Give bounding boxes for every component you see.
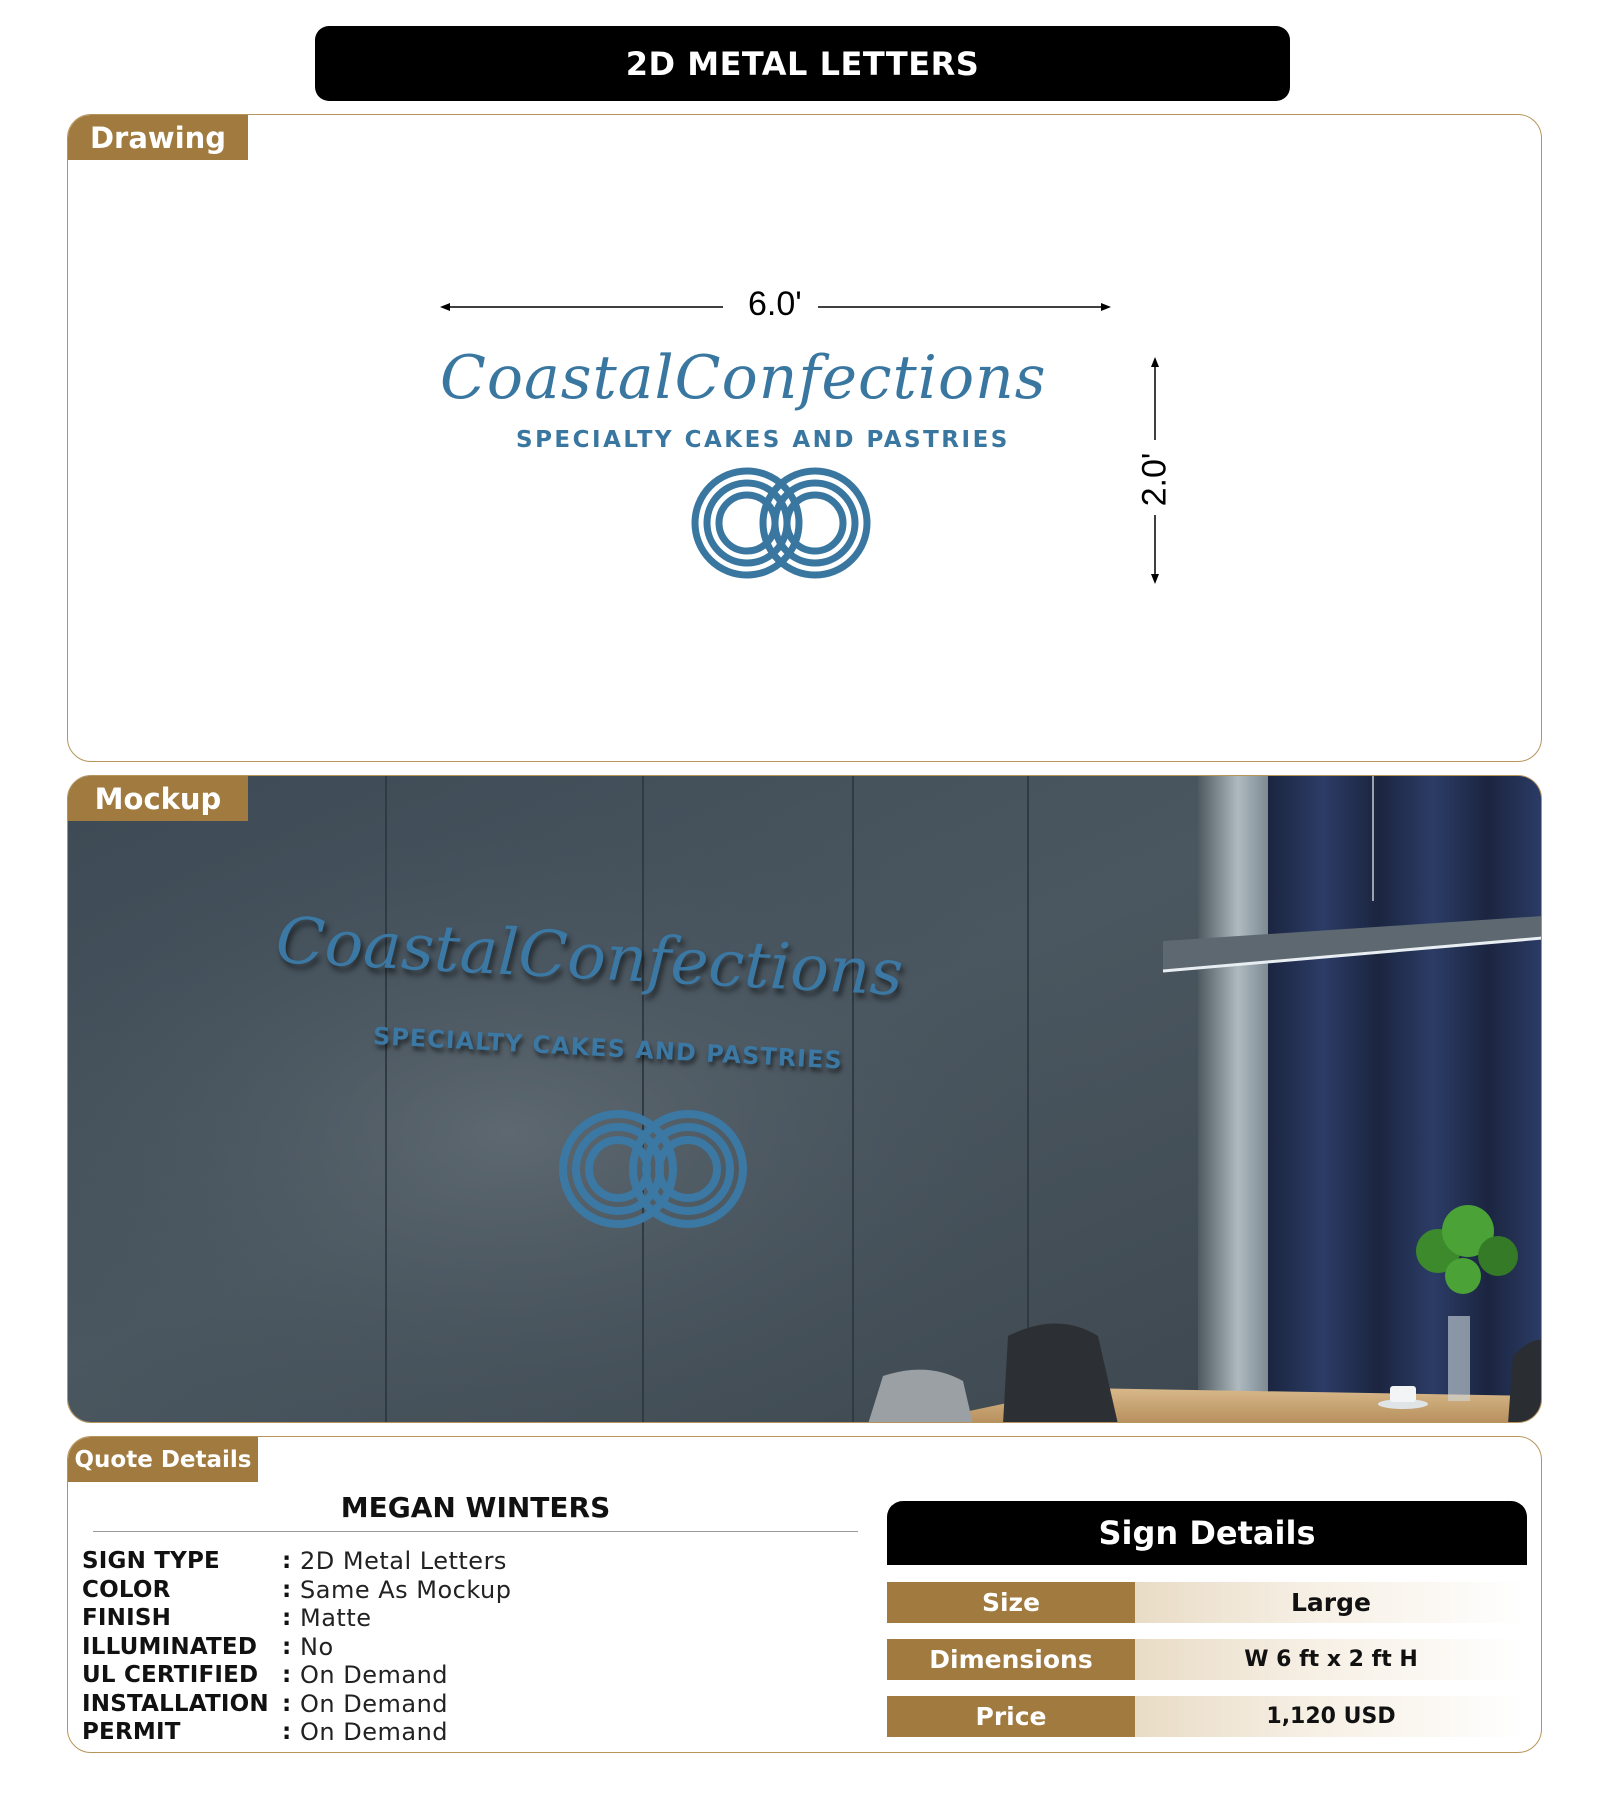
- spec-value: No: [300, 1632, 334, 1661]
- spec-row: [82, 1576, 511, 1605]
- spec-row: [82, 1718, 511, 1747]
- mockup-panel: [67, 775, 1542, 1423]
- sign-details-row: [887, 1696, 1527, 1737]
- sign-details-row: [887, 1582, 1527, 1623]
- spec-colon: :: [282, 1690, 292, 1717]
- spec-row: [82, 1661, 511, 1690]
- mockup-logo-tagline-text: SPECIALTY CAKES AND PASTRIES: [372, 1022, 844, 1075]
- spec-label: FINISH: [82, 1605, 172, 1632]
- sign-details-value: 1,120 USD: [1135, 1696, 1527, 1737]
- height-arrow-bottom-icon: [1151, 574, 1159, 584]
- spec-colon: :: [282, 1605, 292, 1632]
- spec-row: [82, 1547, 511, 1576]
- spec-colon: :: [282, 1662, 292, 1689]
- spec-label: ILLUMINATED: [82, 1633, 258, 1660]
- logo-tagline-text: SPECIALTY CAKES AND PASTRIES: [516, 427, 1010, 453]
- spec-list: [82, 1547, 511, 1747]
- spec-row: [82, 1690, 511, 1719]
- page-title: 2D METAL LETTERS: [315, 26, 1290, 101]
- mockup-tab: Mockup: [68, 776, 248, 821]
- spec-value: Same As Mockup: [300, 1575, 512, 1604]
- drawing-panel: [67, 114, 1542, 762]
- curtain: [1268, 776, 1541, 1422]
- pillar: [1198, 776, 1278, 1422]
- spec-value: Matte: [300, 1604, 372, 1633]
- height-dimension-label: 2.0': [1135, 452, 1174, 507]
- drawing-tab: Drawing: [68, 115, 248, 160]
- spec-label: INSTALLATION: [82, 1690, 269, 1717]
- spec-value: On Demand: [300, 1689, 449, 1718]
- width-arrow-right-icon: [1101, 303, 1111, 311]
- divider: [93, 1531, 858, 1532]
- height-arrow-top-icon: [1151, 357, 1159, 367]
- sign-details-key: Price: [887, 1696, 1135, 1737]
- sign-details-key: Size: [887, 1582, 1135, 1623]
- width-dimension-label: 6.0': [744, 285, 806, 324]
- logo-script-text: CoastalConfections: [440, 343, 1047, 413]
- sign-details-value: Large: [1135, 1582, 1527, 1623]
- mockup-scene: [68, 776, 1541, 1422]
- sign-details-value: W 6 ft x 2 ft H: [1135, 1639, 1527, 1680]
- spec-value: 2D Metal Letters: [300, 1547, 507, 1576]
- mockup-logo-script-text: CoastalConfections: [274, 904, 905, 1011]
- spec-value: On Demand: [300, 1718, 449, 1747]
- sign-details-title: Sign Details: [887, 1501, 1527, 1565]
- sign-details-key: Dimensions: [887, 1639, 1135, 1680]
- spec-row: [82, 1604, 511, 1633]
- width-arrow-left-icon: [440, 303, 450, 311]
- spec-label: PERMIT: [82, 1719, 181, 1746]
- spec-row: [82, 1633, 511, 1662]
- wave-logo-icon: [695, 471, 867, 575]
- sign-details-table: [887, 1501, 1527, 1737]
- spec-colon: :: [282, 1719, 292, 1746]
- spec-label: COLOR: [82, 1576, 171, 1603]
- spec-colon: :: [282, 1576, 292, 1603]
- sign-details-row: [887, 1639, 1527, 1680]
- spec-colon: :: [282, 1633, 292, 1660]
- spec-label: UL CERTIFIED: [82, 1662, 259, 1689]
- spec-colon: :: [282, 1548, 292, 1575]
- spec-value: On Demand: [300, 1661, 449, 1690]
- spec-label: SIGN TYPE: [82, 1548, 220, 1575]
- quote-tab: Quote Details: [68, 1437, 258, 1482]
- customer-name: MEGAN WINTERS: [340, 1491, 611, 1524]
- quote-panel: [67, 1436, 1542, 1753]
